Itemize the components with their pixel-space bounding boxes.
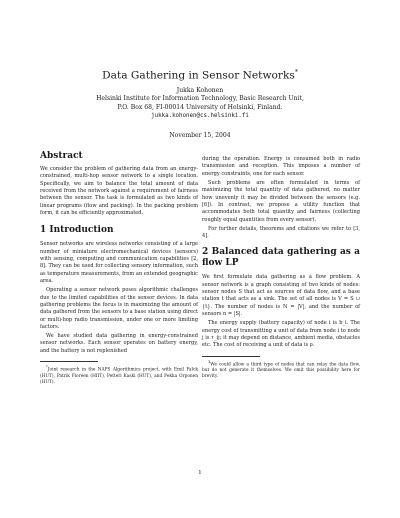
footnote-right-text: We could allow a third type of nodes that can relay the data flow, but do not generate it themselves. We omit this possibility here for brevity.	[202, 362, 360, 380]
paper-title	[0, 66, 400, 83]
author-affiliation: Helsinki Institute for Information Technology, Basic Research Unit,	[96, 95, 304, 103]
section-2-paragraph-1: We first formulate data gathering as a flow problem. A sensor network is a graph consisting of two kinds of nodes: sensor nodes S that act as sources of data flow, and a base station t that acts as a sink. The set of all nodes is V = S ∪ {t}. The number of nodes is N = |V|, and the number of sensors n = |S|.	[202, 274, 360, 318]
paper-date: November 15, 2004	[169, 132, 231, 139]
footnote-left-text: Joint research in the NAPS Algorithmics project, with Emil Falck (HUT), Patrik Floréen (HIIT), Petteri Kaski (HUT), and Pekka Orponen (HUT).	[40, 367, 198, 385]
right-column	[202, 156, 360, 382]
section-2-paragraph-2: The energy supply (battery capacity) of node i is b_i. The energy cost of transmitting a unit of data from node i to node j is τ_ij; it may depend on distance, ambient media, obstacles etc. The cost of receiving a unit of data is ρ.	[202, 320, 360, 349]
introduction-heading: 1 Introduction	[40, 225, 114, 236]
title-footnote-mark: *	[294, 69, 298, 76]
right-paragraph-2: Such problems are often formulated in terms of maximizing the total quantity of data gathered, no matter how unevenly it may be divided between the sensors (e.g. [6]). In contrast, we propose a utility function that accommodates both total quantity and fairness (collecting roughly equal quantities from every sensor).	[202, 179, 360, 223]
left-column	[40, 151, 198, 388]
author-email: jukka.kohonen@cs.helsinki.fi	[151, 112, 249, 119]
intro-paragraph-1: Sensor networks are wireless networks consisting of a large number of miniature electromechanical devices (sensors) with sensing, computing and communication capabilities [2, 8]. They can be used for collecting sensory information, such as temperature measurements, from an extended geographic area.	[40, 241, 198, 285]
author-address: P.O. Box 68, FI-00014 University of Helsinki, Finland.	[117, 103, 283, 111]
section-2-heading: 2 Balanced data gathering as a flow LP	[202, 247, 360, 269]
author-block	[0, 87, 400, 120]
abstract-heading: Abstract	[40, 151, 83, 161]
footnote-right-mark: 1	[208, 359, 211, 364]
paper-title-text: Data Gathering in Sensor Networks	[102, 69, 295, 82]
right-paragraph-1: during the operation. Energy is consumed both in radio transmission and reception. This imposes a number of energy constraints, one for each sensor.	[202, 156, 360, 177]
right-paragraph-3: For further details, theorems and citations we refer to [3, 4].	[202, 225, 360, 240]
footnote-right	[202, 359, 360, 381]
footnote-rule-right	[202, 356, 260, 357]
page-number: 1	[198, 470, 202, 476]
author-name: Jukka Kohonen	[176, 87, 224, 94]
abstract-text: We consider the problem of gathering data from an energy-constrained, multi-hop sensor network to a single location. Specifically, we aim to balance the total amount of data received from the network against a requirement of fairness between the sensor. The task is formulated as two kinds of linear programs (flow and packing). In the packing problem form, it can be efficiently approximated.	[40, 166, 198, 217]
footnote-left-mark: *	[46, 365, 48, 370]
footnote-left	[40, 364, 198, 386]
footnote-rule	[40, 361, 98, 362]
intro-paragraph-3: We have studied data gathering in energy-constrained sensor networks. Each sensor operates on battery energy, and the battery is not replenished	[40, 333, 198, 354]
intro-paragraph-2: Operating a sensor network poses algorithmic challenges due to the limited capabilities of the sensor devices. In data gathering problems the focus is in maximizing the amount of data gathered from the sensors to a base station using direct or multi-hop radio transmission, under one or more limiting factors.	[40, 287, 198, 330]
